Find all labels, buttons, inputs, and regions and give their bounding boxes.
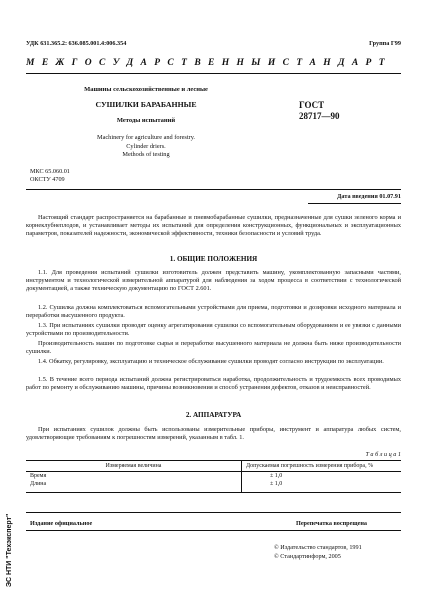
clause-1-3-note: Производительность машин по подготовке сырья и переработке высушенного материала не должна быть ниже производительности сушилки. <box>26 340 401 356</box>
okstu-code: ОКСТУ 4709 <box>30 176 65 183</box>
clause-2-intro: При испытаниях сушилок должны быть использованы измерительные приборы, инструмент и аппаратура любых систем, удовлетворяющие требованиям к погрешностям измерений, указанным в табл. 1. <box>26 426 401 442</box>
footer-bottom-rule <box>26 530 401 531</box>
document-title: СУШИЛКИ БАРАБАННЫЕ <box>95 100 197 109</box>
table-cell: ± 1,0 <box>270 481 283 487</box>
english-title-line: Machinery for agriculture and forestry. <box>96 134 196 141</box>
document-subtitle: Методы испытаний <box>116 117 176 124</box>
table-header-cell: Измеряемая величина <box>26 461 242 472</box>
table-row <box>26 480 401 493</box>
table-row <box>26 472 401 481</box>
official-edition-label: Издание официальное <box>30 520 93 527</box>
english-title-line: Cylinder driers. <box>126 142 166 150</box>
interstate-standard-banner: М Е Ж Г О С У Д А Р С Т В Е Н Н Ы Й С Т А Н Д А Р Т <box>26 58 388 68</box>
table-caption: Т а б л и ц а 1 <box>365 451 401 458</box>
clause-1-4: 1.4. Обкатку, регулировку, эксплуатацию и техническое обслуживание сушилки проводят согласно инструкции по эксплуатации. <box>38 358 384 365</box>
copyright-line: © Стандартинформ, 2005 <box>274 553 341 560</box>
category-title: Машины сельскохозяйственные и лесные <box>84 86 208 93</box>
table-cell: Длина <box>26 480 242 493</box>
scope-paragraph: Настоящий стандарт распространяется на барабанные и пневмобарабанные сушилки, предназначенные для сушки зеленого корма и корнеклубнеплодов, и устанавливает методы их испытаний для определения конструкционных, функциональных и эксплуатационных параметров, показателей надежности, экономической эффективности, техники безопасности и условий труда. <box>26 214 401 238</box>
footer-rule <box>26 512 401 513</box>
banner-rule <box>26 73 401 74</box>
clause-1-5: 1.5. В течение всего периода испытаний должна регистрироваться наработка, продолжительность и трудоемкость всех проводимых работ по ремонту и обслуживанию машины, причины возникновения и способ устранения дефектов, отказов и неисправностей. <box>26 376 401 392</box>
table-cell: Время <box>26 472 242 481</box>
reprint-prohibited-label: Перепечатка воспрещена <box>296 520 367 527</box>
mks-code: МКС 65.060.01 <box>30 168 70 175</box>
clause-1-2: 1.2. Сушилка должна комплектоваться вспомогательными устройствами для приема, подготовки и дозировки исходного материала и переработки высушенного продукта. <box>26 304 401 320</box>
side-stamp: ЭС НТИ "Техэксперт" <box>6 513 13 587</box>
group-code: Группа Г99 <box>369 40 401 47</box>
gost-number: 28717—90 <box>299 111 340 121</box>
english-title-line: Methods of testing <box>122 151 170 158</box>
measurement-table <box>26 460 401 493</box>
clause-1-1: 1.1. Для проведения испытаний сушилки изготовитель должен представить машину, укомплектованную запасными частями, инструментом и технологической измерительной аппаратурой для наблюдения за ходом процесса в соответствии с технологической документацией, а также техническую документацию по ГОСТ 2.601. <box>26 269 401 293</box>
section-2-heading: 2. АППАРАТУРА <box>185 411 242 419</box>
table-header-row <box>26 461 401 472</box>
udk-code: УДК 631.365.2: 636.085.001.4:006.354 <box>26 40 127 47</box>
introduction-date: Дата введения 01.07.91 <box>337 193 401 200</box>
english-title <box>26 134 266 160</box>
date-underline <box>308 203 401 204</box>
table-cell: ± 1,0 <box>270 473 283 479</box>
section-1-heading: 1. ОБЩИЕ ПОЛОЖЕНИЯ <box>169 255 258 263</box>
gost-label: ГОСТ <box>299 100 325 110</box>
clause-1-3: 1.3. При испытаниях сушилки проводят оценку агрегатирования сушилки со вспомогательным оборудованием и ее увязки с данными устройствами по производительности. <box>26 322 401 338</box>
table-header-cell: Допускаемая погрешность измерения прибора, % <box>246 463 374 469</box>
title-rule <box>26 189 401 190</box>
copyright-line: © Издательство стандартов, 1991 <box>274 544 362 551</box>
